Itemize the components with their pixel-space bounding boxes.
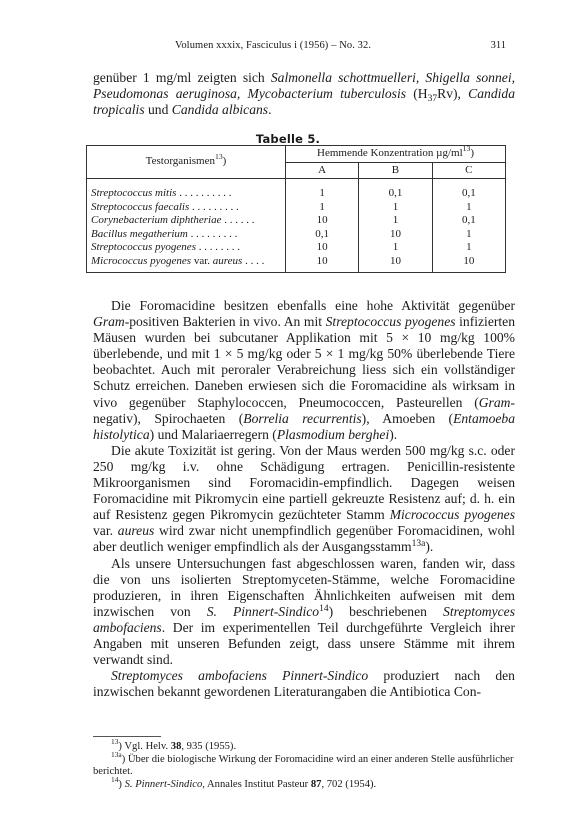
value-c: 1 bbox=[432, 241, 505, 255]
organism-cell bbox=[87, 241, 286, 255]
text: -negativ), Spirochaeten ( bbox=[93, 394, 515, 426]
text: Die akute Toxizität ist gering. Von der Maus werden 500 mg/kg s.c. oder 250 mg/kg i.v. ohne Schädigung ertragen. Penicillin-resistente Mikroorganismen sind Foromacidin-empfindlich. Dagegen weisen Foromacidine mit Pikromycin eine partiell gekreuzte Resistenz auf; d. h. ein auf Resistenz gegen Pikromycin gezüchteter Stamm bbox=[93, 442, 515, 523]
text: ). bbox=[425, 539, 434, 555]
organism-name: Streptococcus mitis bbox=[91, 187, 177, 199]
paragraph-comparison bbox=[93, 556, 515, 669]
footnote-number: 14 bbox=[111, 774, 119, 784]
emphasis: Micrococcus pyogenes bbox=[389, 507, 515, 523]
value-b: 0,1 bbox=[359, 187, 432, 201]
text: , 935 (1955). bbox=[181, 741, 237, 752]
paragraph-activity bbox=[93, 298, 515, 443]
text: ) Vgl. Helv. bbox=[118, 741, 171, 752]
value-a: 10 bbox=[286, 214, 359, 228]
ref-paren: ) bbox=[222, 155, 227, 168]
text: , 702 (1954). bbox=[321, 778, 377, 790]
emphasis: Gram bbox=[93, 314, 125, 330]
value-a: 0,1 bbox=[286, 228, 359, 242]
organism-list: Salmonella schottmuelleri, Shigella sonnei, Pseudomonas aeruginosa, Mycobacterium tuberculosis bbox=[93, 70, 515, 102]
table-row bbox=[87, 228, 506, 242]
value-b: 1 bbox=[359, 214, 432, 228]
table-row bbox=[87, 214, 506, 228]
strain-subscript: 37 bbox=[427, 94, 438, 105]
organism-cell bbox=[87, 214, 286, 228]
footnotes bbox=[93, 737, 515, 791]
dot-leader: . . . . bbox=[242, 254, 265, 267]
organism-name: Corynebacterium diphtheriae bbox=[91, 214, 222, 226]
header-organisms bbox=[87, 146, 286, 179]
text: var. bbox=[93, 523, 118, 539]
value-b: 10 bbox=[359, 228, 432, 242]
emphasis: Borrelia recurrentis bbox=[243, 410, 362, 426]
organism-cell bbox=[87, 201, 286, 215]
body-text bbox=[93, 298, 515, 700]
table-header-row bbox=[87, 146, 506, 163]
value-a: 10 bbox=[286, 255, 359, 273]
paragraph-ambofaciens bbox=[93, 668, 515, 700]
spacer-cell bbox=[286, 179, 359, 188]
text: ), Amoeben ( bbox=[361, 410, 454, 426]
value-c: 1 bbox=[432, 201, 505, 215]
volume: 87 bbox=[310, 778, 322, 790]
page-number: 311 bbox=[490, 40, 506, 51]
text: ) Über die biologische Wirkung der Foromacidine wird an einer anderen Stelle ausführlicher berichtet. bbox=[93, 753, 514, 777]
text: ) und Malariaerregern ( bbox=[149, 426, 277, 442]
text: ). bbox=[389, 426, 398, 442]
footnote-separator bbox=[93, 736, 161, 737]
value-c: 10 bbox=[432, 255, 505, 273]
author: S. Pinnert-Sindico bbox=[124, 778, 203, 790]
col-c: C bbox=[432, 162, 505, 179]
running-title: Volumen xxxix, Fasciculus i (1956) – No. 32. bbox=[175, 40, 372, 51]
spacer-cell bbox=[87, 179, 286, 188]
emphasis: Gram bbox=[478, 394, 511, 410]
emphasis: Streptococcus pyogenes bbox=[325, 314, 456, 330]
running-header bbox=[0, 40, 576, 56]
value-b: 1 bbox=[359, 241, 432, 255]
emphasis: Plasmodium berghei bbox=[276, 426, 390, 442]
emphasis: S. Pinnert-Sindico bbox=[206, 603, 320, 619]
emphasis: aureus bbox=[117, 523, 155, 539]
volume: 38 bbox=[170, 741, 182, 752]
col-a: A bbox=[286, 162, 359, 179]
inhibition-table bbox=[86, 145, 506, 273]
header-organisms-label: Testorganismen bbox=[145, 155, 215, 168]
organism-variety: aureus bbox=[212, 254, 243, 267]
value-c: 0,1 bbox=[432, 214, 505, 228]
value-a: 10 bbox=[286, 241, 359, 255]
footnote-ref: 13a bbox=[411, 539, 426, 550]
table-row bbox=[87, 241, 506, 255]
table-caption: Tabelle 5. bbox=[255, 132, 321, 146]
footnote-ref: 13 bbox=[214, 152, 223, 162]
text: infizierten Mäusen wurden bei subcutaner Applikation mit 5 × 10 mg/kg 100% überlebende, und mit 1 × 5 mg/kg oder 5 × 1 mg/kg 50% überlebende Tiere beobachtet. Auch mit peroraler Verabreichung liess sich ein vollständiger Schutz erreichen. Daneben erwiesen sich die Foromacidine als wirksam in vivo gegenüber Staphylococcen, Pneumococcen, Pasteurellen ( bbox=[93, 314, 515, 410]
intro-paragraph bbox=[93, 70, 515, 118]
text: ) bbox=[118, 778, 125, 790]
footnote-ref: 13 bbox=[462, 144, 471, 153]
dot-leader: . . . . . . . . . . bbox=[176, 187, 232, 199]
dot-leader: . . . . . . . . . bbox=[187, 227, 238, 240]
table-row bbox=[87, 187, 506, 201]
variety-label: var. bbox=[191, 254, 213, 267]
text: produziert nach den inzwischen bekannt gewordenen Literaturangaben die Antibiotica Con- bbox=[93, 668, 515, 700]
text: wird zwar nicht unempfindlich gegenüber Foromacidinen, wohl aber deutlich weniger empfindlich als der Ausgangsstamm bbox=[93, 523, 515, 555]
emphasis: Streptomyces ambofaciens Pinnert-Sindico bbox=[111, 668, 369, 684]
organism-cell bbox=[87, 255, 286, 273]
intro-text: . bbox=[268, 102, 272, 118]
header-concentration-label: Hemmende Konzentration µg/ml bbox=[317, 147, 463, 159]
footnote-13 bbox=[93, 737, 515, 754]
intro-text: genüber 1 mg/ml zeigten sich bbox=[93, 70, 271, 85]
text: , Annales Institut Pasteur bbox=[202, 778, 311, 790]
footnote-14 bbox=[93, 774, 515, 792]
footnote-number: 13 bbox=[111, 737, 119, 746]
spacer-cell bbox=[432, 179, 505, 188]
value-a: 1 bbox=[286, 201, 359, 215]
table-row bbox=[87, 201, 506, 215]
intro-text: und bbox=[144, 102, 172, 118]
text: Die Foromacidine besitzen ebenfalls eine hohe Aktivität gegenüber bbox=[111, 298, 515, 313]
text: Als unsere Untersuchungen fast abgeschlossen waren, fanden wir, dass die von uns isolierten Streptomyceten-Stämme, welche Foromacidine produzieren, in ihren Eigenschaften Ähnlichkeiten aufweisen mit dem inzwischen von bbox=[93, 555, 515, 619]
organism-name: Bacillus megatherium bbox=[91, 227, 188, 240]
col-b: B bbox=[359, 162, 432, 179]
organism-cell bbox=[87, 228, 286, 242]
organism-name: Candida albicans bbox=[171, 102, 269, 118]
ref-paren: ) bbox=[470, 147, 474, 159]
intro-text: Rv), bbox=[437, 86, 469, 102]
spacer-cell bbox=[359, 179, 432, 188]
emphasis: Entamoeba histolytica bbox=[93, 410, 515, 442]
dot-leader: . . . . . . bbox=[221, 214, 255, 226]
organism-name: Micrococcus pyogenes bbox=[91, 254, 192, 267]
organism-name: Candida tropicalis bbox=[93, 86, 515, 118]
table-spacer bbox=[87, 179, 506, 188]
footnote-number: 13a bbox=[111, 749, 122, 759]
organism-name: Streptococcus pyogenes bbox=[91, 241, 196, 253]
footnote-ref: 14 bbox=[319, 603, 329, 614]
organism-cell bbox=[87, 187, 286, 201]
text: -positiven Bakterien in vivo. An mit bbox=[124, 314, 326, 330]
paragraph-toxicity bbox=[93, 443, 515, 556]
header-concentration bbox=[286, 146, 506, 163]
intro-text: (H bbox=[406, 86, 428, 102]
dot-leader: . . . . . . . . bbox=[195, 241, 240, 253]
text: ) beschriebenen bbox=[328, 603, 444, 619]
value-a: 1 bbox=[286, 187, 359, 201]
table-row bbox=[87, 255, 506, 273]
organism-name: Streptococcus faecalis bbox=[91, 200, 190, 213]
value-b: 10 bbox=[359, 255, 432, 273]
footnote-13a bbox=[93, 749, 515, 779]
emphasis: Streptomyces ambofaciens bbox=[93, 603, 515, 635]
value-c: 1 bbox=[432, 228, 505, 242]
value-c: 0,1 bbox=[432, 187, 505, 201]
value-b: 1 bbox=[359, 201, 432, 215]
text: . Der im experimentellen Teil durchgeführte Vergleich ihrer Angaben mit unseren Befunden zeigt, dass unsere Stämme mit ihrem verwandt sind. bbox=[93, 619, 515, 668]
dot-leader: . . . . . . . . . bbox=[189, 200, 239, 213]
